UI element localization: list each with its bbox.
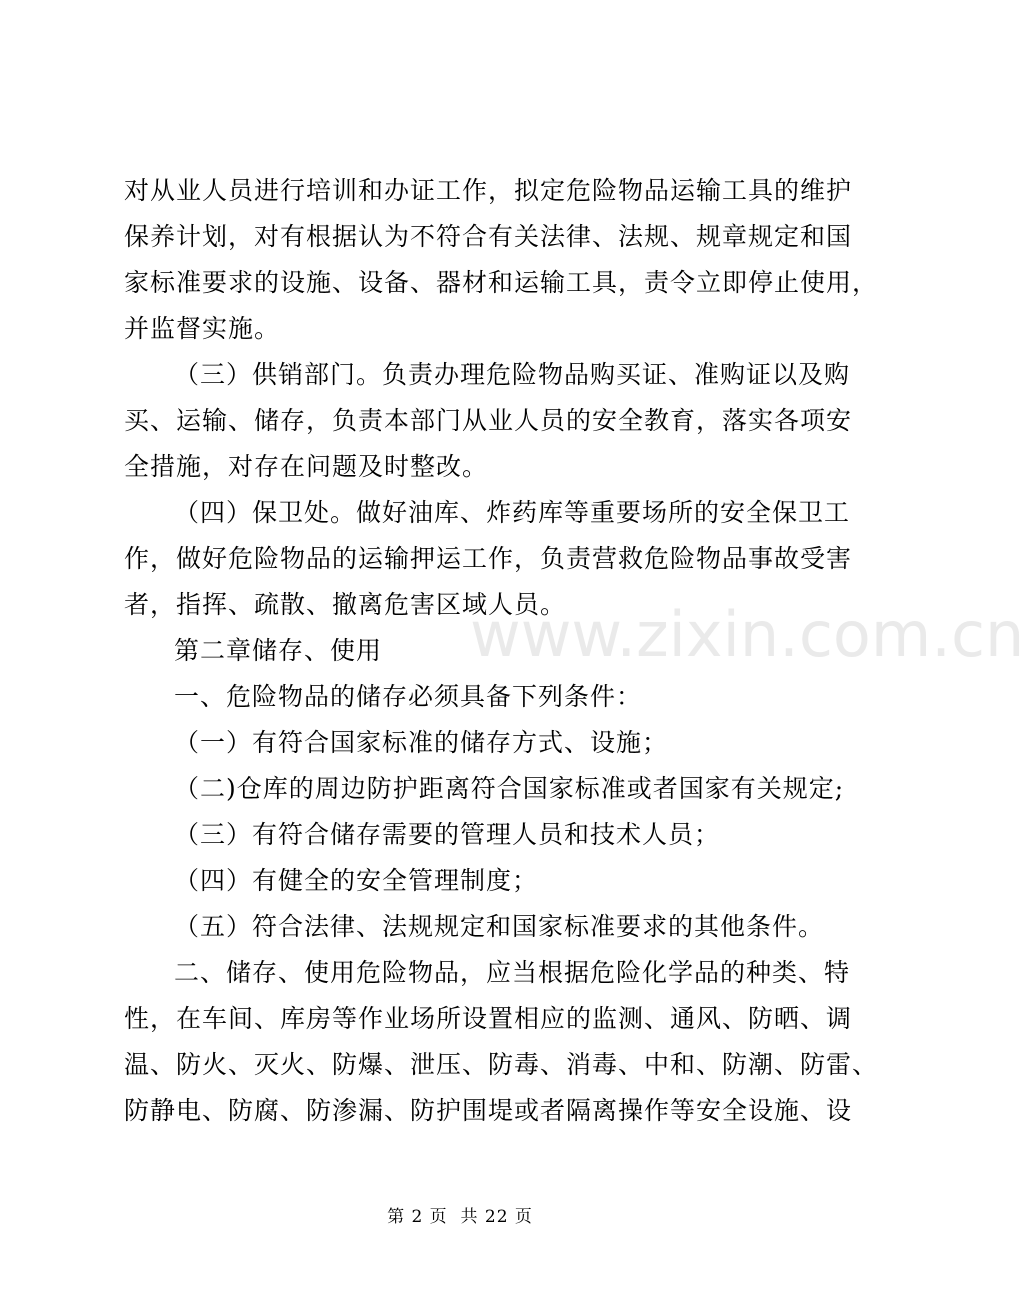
text-line: 作，做好危险物品的运输押运工作，负责营救危险物品事故受害 bbox=[124, 544, 853, 573]
chapter-heading: 第二章储存、使用 bbox=[174, 636, 383, 665]
text-line: 二、储存、使用危险物品，应当根据危险化学品的种类、特 bbox=[174, 958, 851, 987]
text-line: （四）保卫处。做好油库、炸药库等重要场所的安全保卫工 bbox=[174, 498, 851, 527]
text-line: 防静电、防腐、防渗漏、防护围堤或者隔离操作等安全设施、设 bbox=[124, 1096, 853, 1125]
list-item: （二)仓库的周边防护距离符合国家标准或者国家有关规定; bbox=[174, 774, 845, 803]
text-line: （三）供销部门。负责办理危险物品购买证、准购证以及购 bbox=[174, 360, 851, 389]
text-line: 保养计划，对有根据认为不符合有关法律、法规、规章规定和国 bbox=[124, 222, 853, 251]
list-item: （一）有符合国家标准的储存方式、设施； bbox=[174, 728, 669, 757]
text-line: 性，在车间、库房等作业场所设置相应的监测、通风、防晒、调 bbox=[124, 1004, 853, 1033]
document-body bbox=[124, 168, 879, 1134]
page-number-footer: 第 2 页 共 22 页 bbox=[387, 1207, 533, 1227]
text-line: 全措施，对存在问题及时整改。 bbox=[124, 452, 489, 481]
text-line: 家标准要求的设施、设备、器材和运输工具，责令立即停止使用， bbox=[124, 268, 879, 297]
list-item: （四）有健全的安全管理制度； bbox=[174, 866, 539, 895]
watermark: www.zixin.com.cn bbox=[470, 598, 1024, 671]
text-line: 买、运输、储存，负责本部门从业人员的安全教育，落实各项安 bbox=[124, 406, 853, 435]
text-line: 温、防火、灭火、防爆、泄压、防毒、消毒、中和、防潮、防雷、 bbox=[124, 1050, 879, 1079]
text-line: 者，指挥、疏散、撤离危害区域人员。 bbox=[124, 590, 567, 619]
text-line: 一、危险物品的储存必须具备下列条件： bbox=[174, 682, 643, 711]
text-line: 并监督实施。 bbox=[124, 314, 281, 343]
list-item: （五）符合法律、法规规定和国家标准要求的其他条件。 bbox=[174, 912, 825, 941]
list-item: （三）有符合储存需要的管理人员和技术人员； bbox=[174, 820, 721, 849]
text-line: 对从业人员进行培训和办证工作，拟定危险物品运输工具的维护 bbox=[124, 176, 853, 205]
